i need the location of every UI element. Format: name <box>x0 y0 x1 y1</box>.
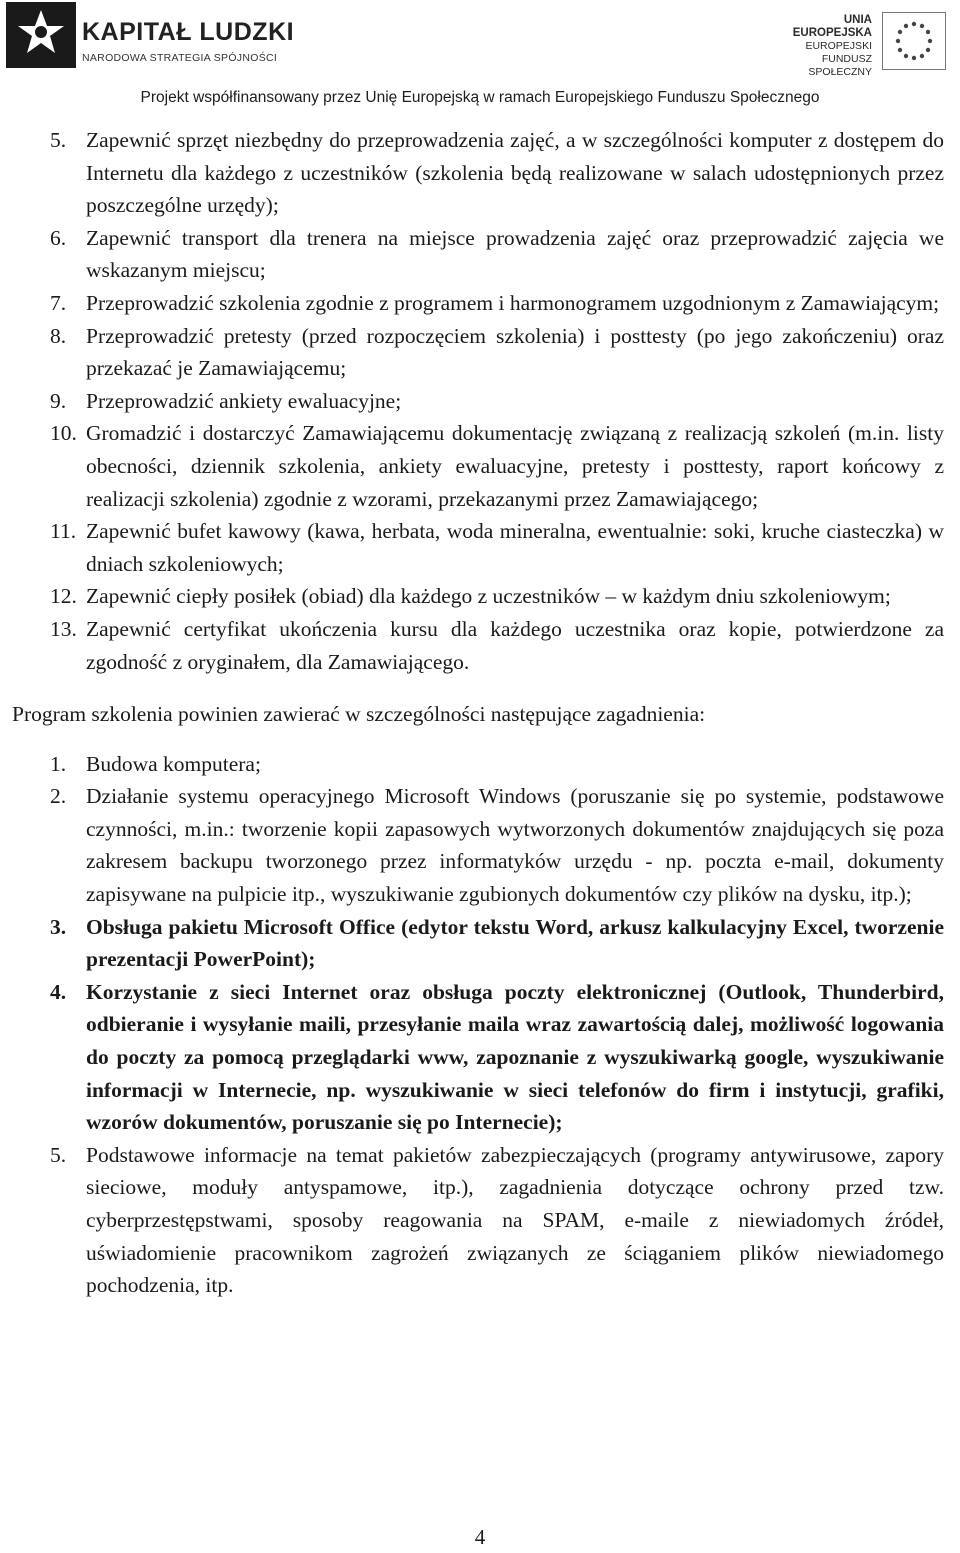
list-item <box>12 748 944 781</box>
list-item <box>12 1139 944 1302</box>
document-header <box>0 0 960 118</box>
list-item-number: 8. <box>50 323 67 348</box>
contractor-duties-list <box>12 124 944 678</box>
eu-fund-label <box>762 14 872 79</box>
kapital-ludzki-logo-icon <box>6 2 76 68</box>
list-item <box>12 976 944 1139</box>
list-item <box>12 222 944 287</box>
eu-flag-icon <box>882 12 946 70</box>
list-item-text: Działanie systemu operacyjnego Microsoft Windows (poruszanie się po systemie, podstawowe czynności, m.in.: tworzenie kopii zapasowych wytworzonych dokumentów znajdujących się poza zakresem backupu tworzonego przez informatyków urzędu - np. poczta e-mail, dokumenty zapisywane na pulpicie itp., wyszukiwanie zgubionych dokumentów czy plików na dysku, itp.); <box>86 784 944 907</box>
training-program-list <box>12 748 944 1302</box>
list-item <box>12 385 944 418</box>
list-item-number: 5. <box>50 1142 67 1167</box>
document-body <box>12 124 944 1302</box>
list-item-text: Przeprowadzić pretesty (przed rozpoczęciem szkolenia) i posttesty (po jego zakończeniu) oraz przekazać je Zamawiającemu; <box>86 323 944 381</box>
list-item-text: Gromadzić i dostarczyć Zamawiającemu dokumentację związaną z realizacją szkoleń (m.in. listy obecności, dziennik szkolenia, ankiety ewaluacyjne, pretesty i posttesty, raport końcowy z realizacji szkolenia) zgodnie z wzorami, przekazanymi przez Zamawiającego; <box>86 421 944 511</box>
list-item-number: 10. <box>50 421 77 446</box>
list-item <box>12 417 944 515</box>
eu-line-3: FUNDUSZ SPOŁECZNY <box>808 53 872 78</box>
list-item-text: Zapewnić ciepły posiłek (obiad) dla każdego z uczestników – w każdym dniu szkoleniowym; <box>86 584 891 609</box>
program-intro-paragraph: Program szkolenia powinien zawierać w szczególności następujące zagadnienia: <box>12 702 706 727</box>
list-item-number: 3. <box>50 914 67 939</box>
list-item-text: Zapewnić sprzęt niezbędny do przeprowadzenia zajęć, a w szczególności komputer z dostępem do Internetu dla każdego z uczestników (szkolenia będą realizowane w salach udostępnionych przez poszczególne urzędy); <box>86 128 944 218</box>
list-item <box>12 613 944 678</box>
list-item-text: Przeprowadzić ankiety ewaluacyjne; <box>86 388 402 413</box>
eu-line-1: UNIA EUROPEJSKA <box>792 14 872 39</box>
list-item <box>12 580 944 613</box>
list-item-number: 1. <box>50 751 67 776</box>
list-item-text: Zapewnić bufet kawowy (kawa, herbata, woda mineralna, ewentualnie: soki, kruche ciasteczka) w dniach szkoleniowych; <box>86 519 944 576</box>
logo-title: KAPITAŁ LUDZKI <box>82 18 295 46</box>
eu-line-2: EUROPEJSKI <box>805 40 872 52</box>
list-item-text: Zapewnić certyfikat ukończenia kursu dla każdego uczestnika oraz kopie, potwierdzone za zgodność z oryginałem, dla Zamawiającego. <box>86 616 944 674</box>
list-item-number: 11. <box>50 519 77 544</box>
logo-subtitle: NARODOWA STRATEGIA SPÓJNOŚCI <box>82 52 278 64</box>
list-item <box>12 320 944 385</box>
list-item-number: 5. <box>50 128 67 152</box>
list-item <box>12 124 944 222</box>
list-item-number: 7. <box>50 290 67 315</box>
project-cofinancing-line: Projekt współfinansowany przez Unię Europejską w ramach Europejskiego Funduszu Społecznego <box>140 89 820 106</box>
list-item-number: 9. <box>50 388 67 413</box>
list-item-number: 2. <box>50 784 67 809</box>
list-item-text: Przeprowadzić szkolenia zgodnie z programem i harmonogramem uzgodnionym z Zamawiającym; <box>86 290 940 315</box>
list-item-text: Obsługa pakietu Microsoft Office (edytor tekstu Word, arkusz kalkulacyjny Excel, tworzenie prezentacji PowerPoint); <box>86 914 944 972</box>
list-item-number: 4. <box>50 979 67 1004</box>
list-item-number: 12. <box>50 584 77 609</box>
list-item <box>12 287 944 320</box>
list-item <box>12 911 944 976</box>
list-item-text: Budowa komputera; <box>86 751 261 776</box>
list-item <box>12 515 944 580</box>
list-item-text: Korzystanie z sieci Internet oraz obsługa poczty elektronicznej (Outlook, Thunderbird, odbieranie i wysyłanie maili, przesyłanie maila wraz zawartością dalej, możliwość logowania do poczty za pomocą przeglądarki www, zapoznanie z wyszukiwarką google, wyszukiwanie informacji w Internecie, np. wyszukiwanie w sieci telefonów do firm i instytucji, grafiki, wzorów dokumentów, poruszanie się po Internecie); <box>86 979 944 1135</box>
list-item-text: Podstawowe informacje na temat pakietów zabezpieczających (programy antywirusowe, zapory sieciowe, moduły antyspamowe, itp.), zagadnienia dotyczące ochrony przed tzw. cyberprzestępstwami, sposoby reagowania na SPAM, e-maile z niewiadomych źródeł, uświadomienie pracownikom zagrożeń związanych ze ściąganiem plików niewiadomego pochodzenia, itp. <box>86 1142 944 1298</box>
list-item <box>12 780 944 910</box>
list-item-number: 13. <box>50 616 77 641</box>
page-number: 4 <box>474 1525 486 1549</box>
list-item-number: 6. <box>50 225 67 250</box>
list-item-text: Zapewnić transport dla trenera na miejsce prowadzenia zajęć oraz przeprowadzić zajęcia we wskazanym miejscu; <box>86 225 944 283</box>
